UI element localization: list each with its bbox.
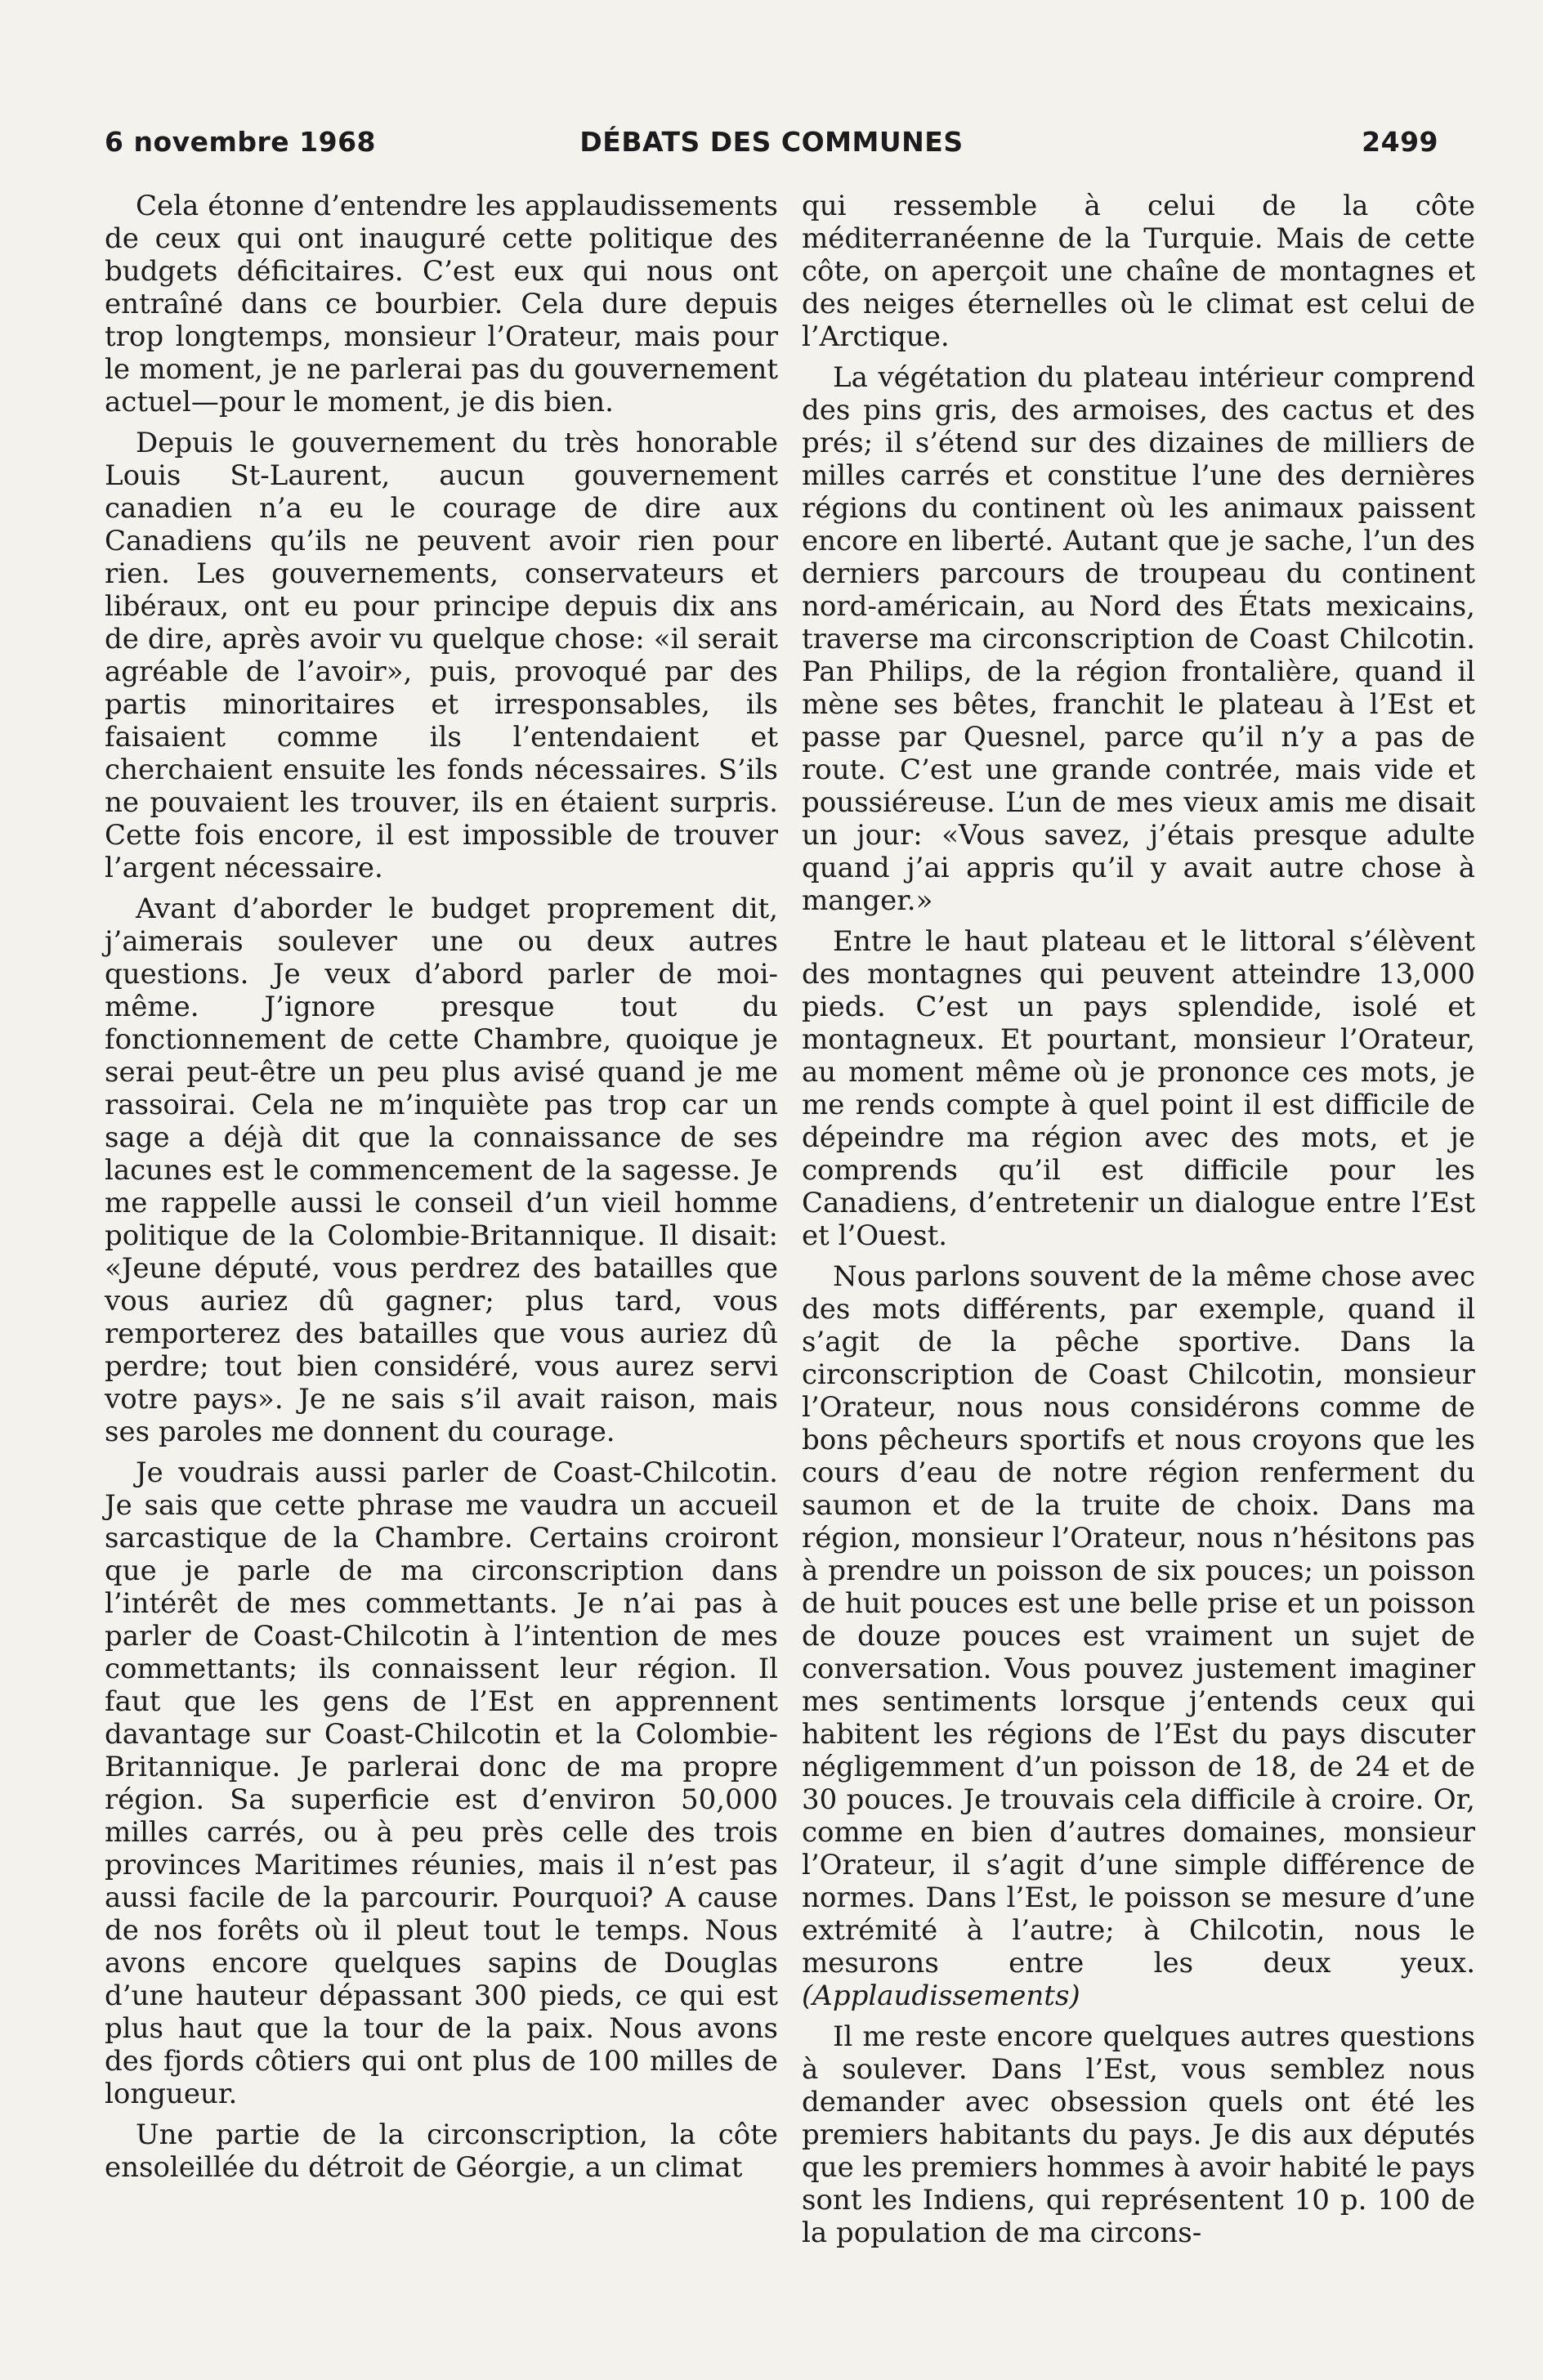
paragraph: Il me reste encore quelques autres questions à soulever. Dans l’Est, vous semblez nous demander avec obsession quels ont été les premiers habitants du pays. Je dis aux députés que les premiers hommes à avoir habité le pays sont les Indiens, qui représentent 10 p. 100 de la population de ma circons- xyxy=(802,2020,1475,2249)
paragraph-continuation: qui ressemble à celui de la côte méditerranéenne de la Turquie. Mais de cette côte, on aperçoit une chaîne de montagnes et des neiges éternelles où le climat est celui de l’Arctique. xyxy=(802,190,1475,353)
applause-note: (Applaudissements) xyxy=(802,1980,1080,2012)
header-date: 6 novembre 1968 xyxy=(105,126,377,158)
paragraph: Une partie de la circonscription, la côte ensoleillée du détroit de Géorgie, a un climat xyxy=(105,2118,778,2184)
header-title: DÉBATS DES COMMUNES xyxy=(579,126,964,158)
paragraph xyxy=(802,1260,1475,2012)
page-number: 2499 xyxy=(1362,126,1438,158)
paragraph: Cela étonne d’entendre les applaudissements de ceux qui ont inauguré cette politique des budgets déficitaires. C’est eux qui nous ont entraîné dans ce bourbier. Cela dure depuis trop longtemps, monsieur l’Orateur, mais pour le moment, je ne parlerai pas du gouvernement actuel—pour le moment, je dis bien. xyxy=(105,190,778,418)
paragraph-text: Nous parlons souvent de la même chose avec des mots différents, par exemple, quand il s’agit de la pêche sportive. Dans la circonscription de Coast Chilcotin, monsieur l’Orateur, nous nous considérons comme de bons pêcheurs sportifs et nous croyons que les cours d’eau de notre région renferment du saumon et de la truite de choix. Dans ma région, monsieur l’Orateur, nous n’hésitons pas à prendre un poisson de six pouces; un poisson de huit pouces est une belle prise et un poisson de douze pouces est vraiment un sujet de conversation. Vous pouvez justement imaginer mes sentiments lorsque j’entends ceux qui habitent les régions de l’Est du pays discuter négligemment d’un poisson de 18, de 24 et de 30 pouces. Je trouvais cela difficile à croire. Or, comme en bien d’autres domaines, monsieur l’Orateur, il s’agit d’une simple différence de normes. Dans l’Est, le poisson se mesure d’une extrémité à l’autre; à Chilcotin, nous le mesurons entre les deux yeux. xyxy=(802,1260,1475,1980)
paragraph: Entre le haut plateau et le littoral s’élèvent des montagnes qui peuvent atteindre 13,000 pieds. C’est un pays splendide, isolé et montagneux. Et pourtant, monsieur l’Orateur, au moment même où je prononce ces mots, je me rends compte à quel point il est difficile de dépeindre ma région avec des mots, et je comprends qu’il est difficile pour les Canadiens, d’entretenir un dialogue entre l’Est et l’Ouest. xyxy=(802,925,1475,1252)
running-head xyxy=(105,126,1438,175)
paragraph: Je voudrais aussi parler de Coast-Chilcotin. Je sais que cette phrase me vaudra un accueil sarcastique de la Chambre. Certains croiront que je parle de ma circonscription dans l’intérêt de mes commettants. Je n’ai pas à parler de Coast-Chilcotin à l’intention de mes commettants; ils connaissent leur région. Il faut que les gens de l’Est en apprennent davantage sur Coast-Chilcotin et la Colombie-Britannique. Je parlerai donc de ma propre région. Sa superficie est d’environ 50,000 milles carrés, ou à peu près celle des trois provinces Maritimes réunies, mais il n’est pas aussi facile de la parcourir. Pourquoi? A cause de nos forêts où il pleut tout le temps. Nous avons encore quelques sapins de Douglas d’une hauteur dépassant 300 pieds, ce qui est plus haut que la tour de la paix. Nous avons des fjords côtiers qui ont plus de 100 milles de longueur. xyxy=(105,1456,778,2110)
left-column xyxy=(105,190,778,2192)
paragraph: Depuis le gouvernement du très honorable Louis St-Laurent, aucun gouvernement canadien n’a eu le courage de dire aux Canadiens qu’ils ne peuvent avoir rien pour rien. Les gouvernements, conservateurs et libéraux, ont eu pour principe depuis dix ans de dire, après avoir vu quelque chose: «il serait agréable de l’avoir», puis, provoqué par des partis minoritaires et irresponsables, ils faisaient comme ils l’entendaient et cherchaient ensuite les fonds nécessaires. S’ils ne pouvaient les trouver, ils en étaient surpris. Cette fois encore, il est impossible de trouver l’argent nécessaire. xyxy=(105,427,778,884)
paragraph: Avant d’aborder le budget proprement dit, j’aimerais soulever une ou deux autres questions. Je veux d’abord parler de moi-même. J’ignore presque tout du fonctionnement de cette Chambre, quoique je serai peut-être un peu plus avisé quand je me rassoirai. Cela ne m’inquiète pas trop car un sage a déjà dit que la connaissance de ses lacunes est le commencement de la sagesse. Je me rappelle aussi le conseil d’un vieil homme politique de la Colombie-Britannique. Il disait: «Jeune député, vous perdrez des batailles que vous auriez dû gagner; plus tard, vous remporterez des batailles que vous auriez dû perdre; tout bien considéré, vous aurez servi votre pays». Je ne sais s’il avait raison, mais ses paroles me donnent du courage. xyxy=(105,892,778,1448)
right-column xyxy=(802,190,1475,2257)
paragraph: La végétation du plateau intérieur comprend des pins gris, des armoises, des cactus et des prés; il s’étend sur des dizaines de milliers de milles carrés et constitue l’une des dernières régions du continent où les animaux paissent encore en liberté. Autant que je sache, l’un des derniers parcours de troupeau du continent nord-américain, au Nord des États mexicains, traverse ma circonscription de Coast Chilcotin. Pan Philips, de la région frontalière, quand il mène ses bêtes, franchit le plateau à l’Est et passe par Quesnel, parce qu’il n’y a pas de route. C’est une grande contrée, mais vide et poussiéreuse. L’un de mes vieux amis me disait un jour: «Vous savez, j’étais presque adulte quand j’ai appris qu’il y avait autre chose à manger.» xyxy=(802,361,1475,917)
